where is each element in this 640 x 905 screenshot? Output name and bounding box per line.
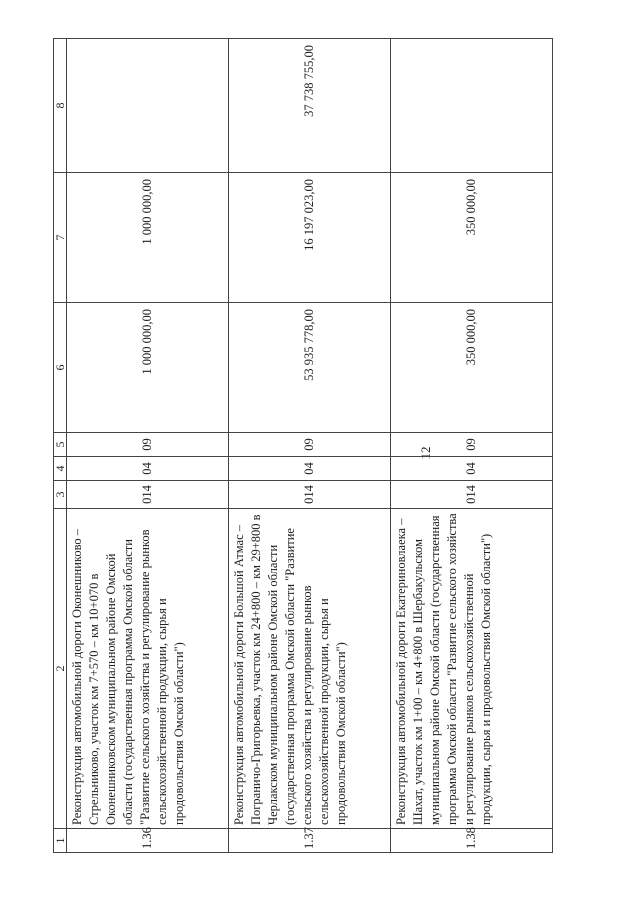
row-description: Реконструкция автомобильной дороги Екатериновлаека – Шахат, участок км 1+00 – км 4+800 в Шербакульском муниципальном районе Омской области (государственная программа Омской области "Развитие сельского хозяйства и регулирование рынков сельскохозяйственной продукции, сырья и продовольствия Омской области") — [391, 509, 553, 829]
row-code-subsection: 09 — [229, 433, 391, 457]
row-amount-total: 53 935 778,00 — [229, 303, 391, 433]
row-number: 1.36 — [67, 829, 229, 853]
row-amount-col7: 1 000 000,00 — [67, 173, 229, 303]
col-header-5: 5 — [54, 433, 67, 457]
row-amount-col8 — [391, 39, 553, 173]
row-code-section: 04 — [67, 457, 229, 481]
row-amount-total: 1 000 000,00 — [67, 303, 229, 433]
row-number: 1.38 — [391, 829, 553, 853]
col-header-8: 8 — [54, 39, 67, 173]
table-row — [229, 39, 391, 853]
col-header-4: 4 — [54, 457, 67, 481]
row-number: 1.37 — [229, 829, 391, 853]
row-code-subsection: 09 — [67, 433, 229, 457]
budget-table-rotated — [53, 39, 553, 853]
page-number: 12 — [418, 446, 433, 460]
row-amount-col8 — [67, 39, 229, 173]
table-row — [67, 39, 229, 853]
row-code-subsection: 09 — [391, 433, 553, 457]
table-row — [391, 39, 553, 853]
row-code-ministry: 014 — [67, 481, 229, 509]
row-code-section: 04 — [229, 457, 391, 481]
col-header-1: 1 — [54, 829, 67, 853]
col-header-3: 3 — [54, 481, 67, 509]
col-header-6: 6 — [54, 303, 67, 433]
row-code-section: 04 — [391, 457, 553, 481]
row-amount-col7: 16 197 023,00 — [229, 173, 391, 303]
header-row — [54, 39, 67, 853]
col-header-7: 7 — [54, 173, 67, 303]
row-code-ministry: 014 — [391, 481, 553, 509]
row-code-ministry: 014 — [229, 481, 391, 509]
row-amount-col8: 37 738 755,00 — [229, 39, 391, 173]
row-amount-total: 350 000,00 — [391, 303, 553, 433]
col-header-2: 2 — [54, 509, 67, 829]
row-description: Реконструкция автомобильной дороги Оконешниково – Стрельниково, участок км 7+570 – км 10+070 в Оконешниковском муниципальном районе Омской области (государственная программа Омской области "Развитие сельского хозяйства и регулирование рынков сельскохозяйственной продукции, сырья и продовольствия Омской области") — [67, 509, 229, 829]
budget-table — [53, 38, 553, 853]
row-description: Реконструкция автомобильной дороги Большой Атмас – Пограничо-Григорьевка, участок км 24+800 – км 29+800 в Черлакском муниципальном районе Омской области (государственная программа Омской области "Развитие сельского хозяйства и регулирование рынков сельскохозяйственной продукции, сырья и продовольствия Омской области") — [229, 509, 391, 829]
row-amount-col7: 350 000,00 — [391, 173, 553, 303]
